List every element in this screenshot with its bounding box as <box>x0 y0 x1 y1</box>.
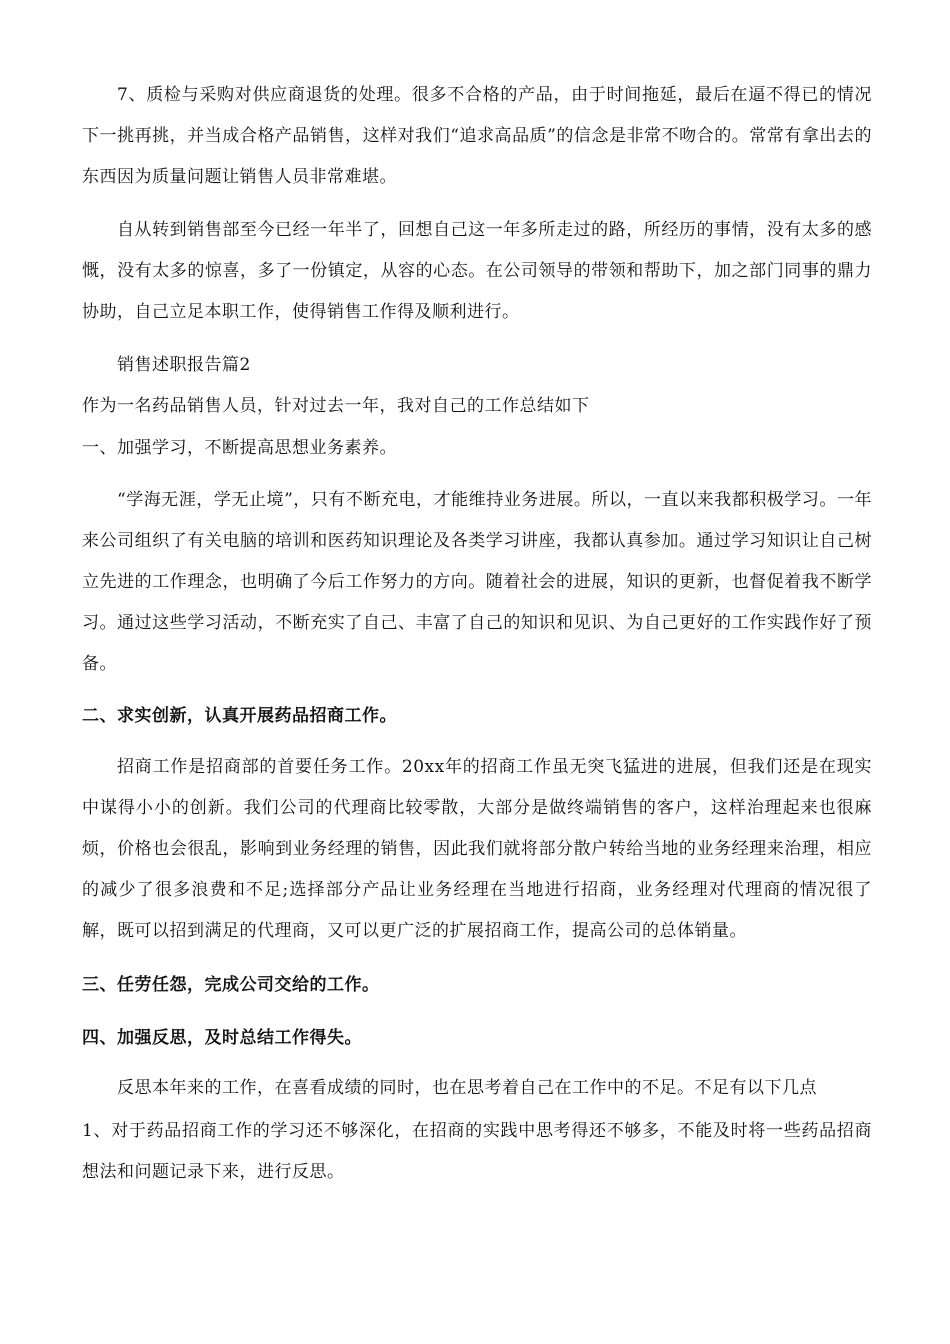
paragraph-sales-reflection: 自从转到销售部至今已经一年半了，回想自己这一年多所走过的路，所经历的事情，没有太多的感慨，没有太多的惊喜，多了一份镇定，从容的心态。在公司领导的带领和帮助下，加之部门同事的鼎力协助，自己立足本职工作，使得销售工作得及顺利进行。 <box>82 220 872 322</box>
heading-reflection: 四、加强反思，及时总结工作得失。 <box>82 1028 362 1048</box>
paragraph-reflection-intro: 反思本年来的工作，在喜看成绩的同时，也在思考着自己在工作中的不足。不足有以下几点 <box>117 1078 817 1098</box>
paragraph-recruitment: 招商工作是招商部的首要任务工作。20xx年的招商工作虽无突飞猛进的进展，但我们还是在现实中谋得小小的创新。我们公司的代理商比较零散，大部分是做终端销售的客户，这样治理起来也很麻烦，价格也会很乱，影响到业务经理的销售，因此我们就将部分散户转给当地的业务经理来治理，相应的减少了很多浪费和不足;选择部分产品让业务经理在当地进行招商，业务经理对代理商的情况很了解，既可以招到满足的代理商，又可以更广泛的扩展招商工作，提高公司的总体销量。 <box>82 757 872 941</box>
paragraph-supplier-returns: 7、质检与采购对供应商退货的处理。很多不合格的产品，由于时间拖延，最后在逼不得已的情况下一挑再挑，并当成合格产品销售，这样对我们“追求高品质”的信念是非常不吻合的。常常有拿出去的东西因为质量问题让销售人员非常难堪。 <box>82 85 872 187</box>
section-title-report-2: 销售述职报告篇2 <box>117 355 251 375</box>
heading-innovation: 二、求实创新，认真开展药品招商工作。 <box>82 706 397 726</box>
paragraph-learning: “学海无涯，学无止境”，只有不断充电，才能维持业务进展。所以，一直以来我都积极学习。一年来公司组织了有关电脑的培训和医药知识理论及各类学习讲座，我都认真参加。通过学习知识让自己树立先进的工作理念，也明确了今后工作努力的方向。随着社会的进展，知识的更新，也督促着我不断学习。通过这些学习活动，不断充实了自己、丰富了自己的知识和见识、为自己更好的工作实践作好了预备。 <box>82 490 872 674</box>
paragraph-intro: 作为一名药品销售人员，针对过去一年，我对自己的工作总结如下 <box>82 396 590 416</box>
paragraph-shortcoming-1: 1、对于药品招商工作的学习还不够深化，在招商的实践中思考得还不够多，不能及时将一些药品招商想法和问题记录下来，进行反思。 <box>82 1121 872 1182</box>
heading-strengthen-learning: 一、加强学习，不断提高思想业务素养。 <box>82 438 397 458</box>
heading-diligence: 三、任劳任怨，完成公司交给的工作。 <box>82 975 380 995</box>
